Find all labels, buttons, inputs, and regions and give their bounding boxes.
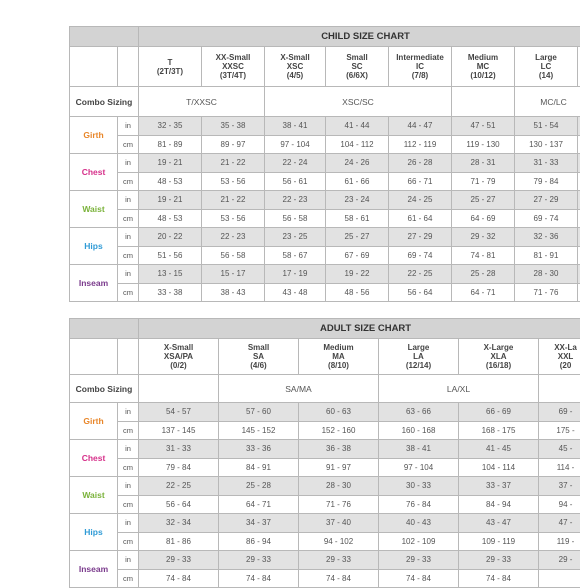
adult-size-range: (12/14): [379, 361, 458, 370]
adult-cell: 29 - 33: [139, 551, 219, 570]
adult-cell: 74 - 84: [459, 569, 539, 588]
adult-cell: 114 -: [539, 458, 580, 477]
adult-cell: 137 - 145: [139, 421, 219, 440]
child-cell: 25 - 28: [452, 265, 515, 284]
child-measure-inseam: Inseam: [70, 265, 118, 302]
adult-title-spacer: [70, 319, 139, 339]
child-size-code: MC: [452, 62, 514, 71]
child-cell: 23 - 24: [326, 191, 389, 210]
child-cell: 22 - 23: [265, 191, 326, 210]
child-size-code: IC: [389, 62, 451, 71]
adult-combo-sa-ma: SA/MA: [219, 375, 379, 403]
adult-cell: 84 - 94: [459, 495, 539, 514]
child-size-range: (3T/4T): [202, 71, 264, 80]
child-unit-in: in: [118, 265, 139, 284]
child-cell: 33 - 38: [139, 283, 202, 302]
adult-cell: 64 - 71: [219, 495, 299, 514]
child-size-name: X-Small: [265, 53, 325, 62]
adult-measure-girth: Girth: [70, 403, 118, 440]
child-cell: 38 - 43: [202, 283, 265, 302]
child-combo-ic: [452, 87, 515, 117]
adult-size-header-0: [139, 339, 219, 375]
adult-unit-cm: cm: [118, 458, 139, 477]
child-size-range: (6/6X): [326, 71, 388, 80]
adult-chart-title: ADULT SIZE CHART: [139, 319, 580, 339]
child-cell: 74 - 81: [452, 246, 515, 265]
child-cell: 32 - 35: [139, 117, 202, 136]
child-cell: 27 - 29: [515, 191, 578, 210]
adult-cell: 41 - 45: [459, 440, 539, 459]
child-row-inseam-in: [70, 265, 580, 284]
child-measure-hips: Hips: [70, 228, 118, 265]
adult-size-header-4: [459, 339, 539, 375]
child-cell: 81 - 89: [139, 135, 202, 154]
adult-size-header-1: [219, 339, 299, 375]
child-cell: 56 - 61: [265, 172, 326, 191]
child-cell: 25 - 27: [326, 228, 389, 247]
adult-cell: 71 - 76: [299, 495, 379, 514]
child-cell: 48 - 53: [139, 172, 202, 191]
adult-cell: 31 - 33: [139, 440, 219, 459]
child-row-chest-cm: [70, 172, 580, 191]
child-size-range: (4/5): [265, 71, 325, 80]
child-title-spacer: [70, 27, 139, 47]
adult-size-name: XX-La: [539, 343, 580, 352]
child-size-range: (7/8): [389, 71, 451, 80]
child-cell: 58 - 67: [265, 246, 326, 265]
child-cell: 17 - 19: [265, 265, 326, 284]
child-cell: 29 - 32: [452, 228, 515, 247]
adult-size-range: (16/18): [459, 361, 538, 370]
child-size-header-0: [139, 47, 202, 87]
child-chart-title: CHILD SIZE CHART: [139, 27, 580, 47]
child-cell: 71 - 76: [515, 283, 578, 302]
adult-cell: 22 - 25: [139, 477, 219, 496]
adult-header-unit: [118, 339, 139, 375]
adult-cell: 45 -: [539, 440, 580, 459]
adult-row-girth-in: [70, 403, 580, 422]
adult-cell: 145 - 152: [219, 421, 299, 440]
child-cell: 81 - 91: [515, 246, 578, 265]
adult-combo-la-xl: LA/XL: [379, 375, 539, 403]
adult-size-range: (0/2): [139, 361, 218, 370]
child-size-header-5: [452, 47, 515, 87]
adult-unit-cm: cm: [118, 421, 139, 440]
adult-cell: 175 -: [539, 421, 580, 440]
child-row-chest-in: [70, 154, 580, 173]
adult-cell: 28 - 30: [299, 477, 379, 496]
child-size-name: XX-Small: [202, 53, 264, 62]
child-row-girth-in: [70, 117, 580, 136]
adult-size-header-2: [299, 339, 379, 375]
child-cell: 28 - 30: [515, 265, 578, 284]
adult-row-waist-cm: [70, 495, 580, 514]
child-cell: 27 - 29: [389, 228, 452, 247]
child-cell: 48 - 56: [326, 283, 389, 302]
child-unit-cm: cm: [118, 209, 139, 228]
child-cell: 26 - 28: [389, 154, 452, 173]
child-cell: 71 - 79: [452, 172, 515, 191]
adult-cell: 37 - 40: [299, 514, 379, 533]
adult-cell: 34 - 37: [219, 514, 299, 533]
child-cell: 24 - 26: [326, 154, 389, 173]
adult-size-name: X-Small: [139, 343, 218, 352]
adult-size-range: (20: [539, 361, 580, 370]
child-size-code: XXSC: [202, 62, 264, 71]
child-cell: 43 - 48: [265, 283, 326, 302]
child-cell: 22 - 24: [265, 154, 326, 173]
child-cell: 19 - 21: [139, 191, 202, 210]
child-cell: 61 - 64: [389, 209, 452, 228]
adult-unit-cm: cm: [118, 495, 139, 514]
adult-size-code: MA: [299, 352, 378, 361]
child-cell: 24 - 25: [389, 191, 452, 210]
child-size-header-1: [202, 47, 265, 87]
adult-cell: 60 - 63: [299, 403, 379, 422]
adult-unit-cm: cm: [118, 532, 139, 551]
child-row-hips-in: [70, 228, 580, 247]
child-cell: 69 - 74: [515, 209, 578, 228]
child-cell: 21 - 22: [202, 191, 265, 210]
child-cell: 119 - 130: [452, 135, 515, 154]
child-size-name: T: [139, 58, 201, 67]
adult-cell: 66 - 69: [459, 403, 539, 422]
adult-cell: 37 -: [539, 477, 580, 496]
adult-size-name: Large: [379, 343, 458, 352]
child-unit-cm: cm: [118, 135, 139, 154]
adult-cell: 29 - 33: [299, 551, 379, 570]
child-cell: 38 - 41: [265, 117, 326, 136]
child-row-waist-cm: [70, 209, 580, 228]
adult-combo-xxl: [539, 375, 580, 403]
child-cell: 58 - 61: [326, 209, 389, 228]
adult-cell: 84 - 91: [219, 458, 299, 477]
child-cell: 51 - 54: [515, 117, 578, 136]
adult-cell: 32 - 34: [139, 514, 219, 533]
adult-cell: [539, 569, 580, 588]
adult-row-chest-in: [70, 440, 580, 459]
child-row-hips-cm: [70, 246, 580, 265]
adult-cell: 160 - 168: [379, 421, 459, 440]
child-measure-girth: Girth: [70, 117, 118, 154]
child-cell: 69 - 74: [389, 246, 452, 265]
adult-row-hips-cm: [70, 532, 580, 551]
child-measure-chest: Chest: [70, 154, 118, 191]
adult-row-hips-in: [70, 514, 580, 533]
adult-cell: 30 - 33: [379, 477, 459, 496]
adult-cell: 168 - 175: [459, 421, 539, 440]
child-cell: 21 - 22: [202, 154, 265, 173]
adult-cell: 25 - 28: [219, 477, 299, 496]
child-size-code: (2T/3T): [139, 67, 201, 76]
adult-cell: 47 -: [539, 514, 580, 533]
adult-cell: 94 -: [539, 495, 580, 514]
child-unit-cm: cm: [118, 283, 139, 302]
adult-cell: 40 - 43: [379, 514, 459, 533]
adult-size-range: (4/6): [219, 361, 298, 370]
child-cell: 31 - 33: [515, 154, 578, 173]
child-cell: 15 - 17: [202, 265, 265, 284]
child-cell: 89 - 97: [202, 135, 265, 154]
child-cell: 44 - 47: [389, 117, 452, 136]
adult-cell: 29 -: [539, 551, 580, 570]
child-cell: 28 - 31: [452, 154, 515, 173]
adult-combo-label: Combo Sizing: [70, 375, 139, 403]
child-size-code: SC: [326, 62, 388, 71]
adult-cell: 63 - 66: [379, 403, 459, 422]
child-cell: 112 - 119: [389, 135, 452, 154]
adult-unit-in: in: [118, 403, 139, 422]
child-cell: 56 - 64: [389, 283, 452, 302]
adult-cell: 97 - 104: [379, 458, 459, 477]
adult-cell: 56 - 64: [139, 495, 219, 514]
adult-size-chart: [69, 318, 580, 588]
adult-cell: 69 -: [539, 403, 580, 422]
adult-cell: 152 - 160: [299, 421, 379, 440]
adult-cell: 104 - 114: [459, 458, 539, 477]
child-cell: 67 - 69: [326, 246, 389, 265]
adult-cell: 38 - 41: [379, 440, 459, 459]
adult-cell: 54 - 57: [139, 403, 219, 422]
child-cell: 104 - 112: [326, 135, 389, 154]
adult-cell: 119 -: [539, 532, 580, 551]
adult-row-inseam-cm: [70, 569, 580, 588]
child-unit-in: in: [118, 228, 139, 247]
adult-measure-waist: Waist: [70, 477, 118, 514]
child-unit-cm: cm: [118, 246, 139, 265]
adult-cell: 74 - 84: [139, 569, 219, 588]
adult-size-code: SA: [219, 352, 298, 361]
child-size-code: XSC: [265, 62, 325, 71]
adult-cell: 29 - 33: [379, 551, 459, 570]
child-cell: 66 - 71: [389, 172, 452, 191]
adult-measure-hips: Hips: [70, 514, 118, 551]
adult-cell: 29 - 33: [459, 551, 539, 570]
adult-row-girth-cm: [70, 421, 580, 440]
adult-header-corner: [70, 339, 118, 375]
child-cell: 22 - 25: [389, 265, 452, 284]
child-cell: 51 - 56: [139, 246, 202, 265]
adult-combo-xsa: [139, 375, 219, 403]
adult-size-code: LA: [379, 352, 458, 361]
adult-size-code: XXL: [539, 352, 580, 361]
child-cell: 53 - 56: [202, 172, 265, 191]
adult-cell: 29 - 33: [219, 551, 299, 570]
adult-size-name: X-Large: [459, 343, 538, 352]
child-measure-waist: Waist: [70, 191, 118, 228]
adult-cell: 81 - 86: [139, 532, 219, 551]
adult-cell: 36 - 38: [299, 440, 379, 459]
child-cell: 130 - 137: [515, 135, 578, 154]
adult-unit-in: in: [118, 477, 139, 496]
adult-cell: 76 - 84: [379, 495, 459, 514]
adult-cell: 109 - 119: [459, 532, 539, 551]
child-size-code: LC: [515, 62, 577, 71]
adult-cell: 74 - 84: [299, 569, 379, 588]
child-size-name: Medium: [452, 53, 514, 62]
child-size-header-3: [326, 47, 389, 87]
child-cell: 23 - 25: [265, 228, 326, 247]
child-cell: 64 - 71: [452, 283, 515, 302]
child-row-waist-in: [70, 191, 580, 210]
child-cell: 47 - 51: [452, 117, 515, 136]
child-cell: 61 - 66: [326, 172, 389, 191]
child-combo-xsc-sc: XSC/SC: [265, 87, 452, 117]
child-row-girth-cm: [70, 135, 580, 154]
child-cell: 97 - 104: [265, 135, 326, 154]
adult-cell: 79 - 84: [139, 458, 219, 477]
adult-cell: 86 - 94: [219, 532, 299, 551]
child-cell: 25 - 27: [452, 191, 515, 210]
adult-size-name: Medium: [299, 343, 378, 352]
adult-unit-in: in: [118, 551, 139, 570]
child-cell: 53 - 56: [202, 209, 265, 228]
adult-cell: 91 - 97: [299, 458, 379, 477]
child-size-chart: [69, 26, 580, 302]
child-size-name: Intermediate: [389, 53, 451, 62]
adult-size-range: (8/10): [299, 361, 378, 370]
adult-unit-in: in: [118, 514, 139, 533]
child-cell: 48 - 53: [139, 209, 202, 228]
child-cell: 19 - 21: [139, 154, 202, 173]
child-combo-t-xxsc: T/XXSC: [139, 87, 265, 117]
adult-size-code: XLA: [459, 352, 538, 361]
adult-cell: 74 - 84: [379, 569, 459, 588]
child-size-range: (14): [515, 71, 577, 80]
child-header-unit: [118, 47, 139, 87]
adult-cell: 33 - 36: [219, 440, 299, 459]
child-cell: 41 - 44: [326, 117, 389, 136]
adult-size-name: Small: [219, 343, 298, 352]
child-size-name: Large: [515, 53, 577, 62]
child-size-header-6: [515, 47, 578, 87]
child-cell: 79 - 84: [515, 172, 578, 191]
adult-cell: 94 - 102: [299, 532, 379, 551]
child-row-inseam-cm: [70, 283, 580, 302]
adult-size-header-3: [379, 339, 459, 375]
adult-row-chest-cm: [70, 458, 580, 477]
adult-unit-cm: cm: [118, 569, 139, 588]
child-size-range: (10/12): [452, 71, 514, 80]
child-cell: 56 - 58: [202, 246, 265, 265]
adult-size-header-5: [539, 339, 580, 375]
adult-row-waist-in: [70, 477, 580, 496]
adult-cell: 102 - 109: [379, 532, 459, 551]
child-cell: 35 - 38: [202, 117, 265, 136]
child-cell: 20 - 22: [139, 228, 202, 247]
child-cell: 32 - 36: [515, 228, 578, 247]
child-cell: 64 - 69: [452, 209, 515, 228]
adult-cell: 57 - 60: [219, 403, 299, 422]
child-size-name: Small: [326, 53, 388, 62]
child-unit-in: in: [118, 154, 139, 173]
adult-cell: 43 - 47: [459, 514, 539, 533]
adult-row-inseam-in: [70, 551, 580, 570]
child-cell: 19 - 22: [326, 265, 389, 284]
adult-cell: 74 - 84: [219, 569, 299, 588]
child-unit-in: in: [118, 191, 139, 210]
child-cell: 13 - 15: [139, 265, 202, 284]
child-cell: 56 - 58: [265, 209, 326, 228]
child-size-header-2: [265, 47, 326, 87]
adult-unit-in: in: [118, 440, 139, 459]
child-combo-label: Combo Sizing: [70, 87, 139, 117]
child-cell: 22 - 23: [202, 228, 265, 247]
adult-measure-chest: Chest: [70, 440, 118, 477]
child-size-header-4: [389, 47, 452, 87]
child-unit-cm: cm: [118, 172, 139, 191]
child-header-corner: [70, 47, 118, 87]
child-combo-mc-lc: MC/LC: [515, 87, 580, 117]
adult-cell: 33 - 37: [459, 477, 539, 496]
adult-size-code: XSA/PA: [139, 352, 218, 361]
adult-measure-inseam: Inseam: [70, 551, 118, 588]
child-unit-in: in: [118, 117, 139, 136]
